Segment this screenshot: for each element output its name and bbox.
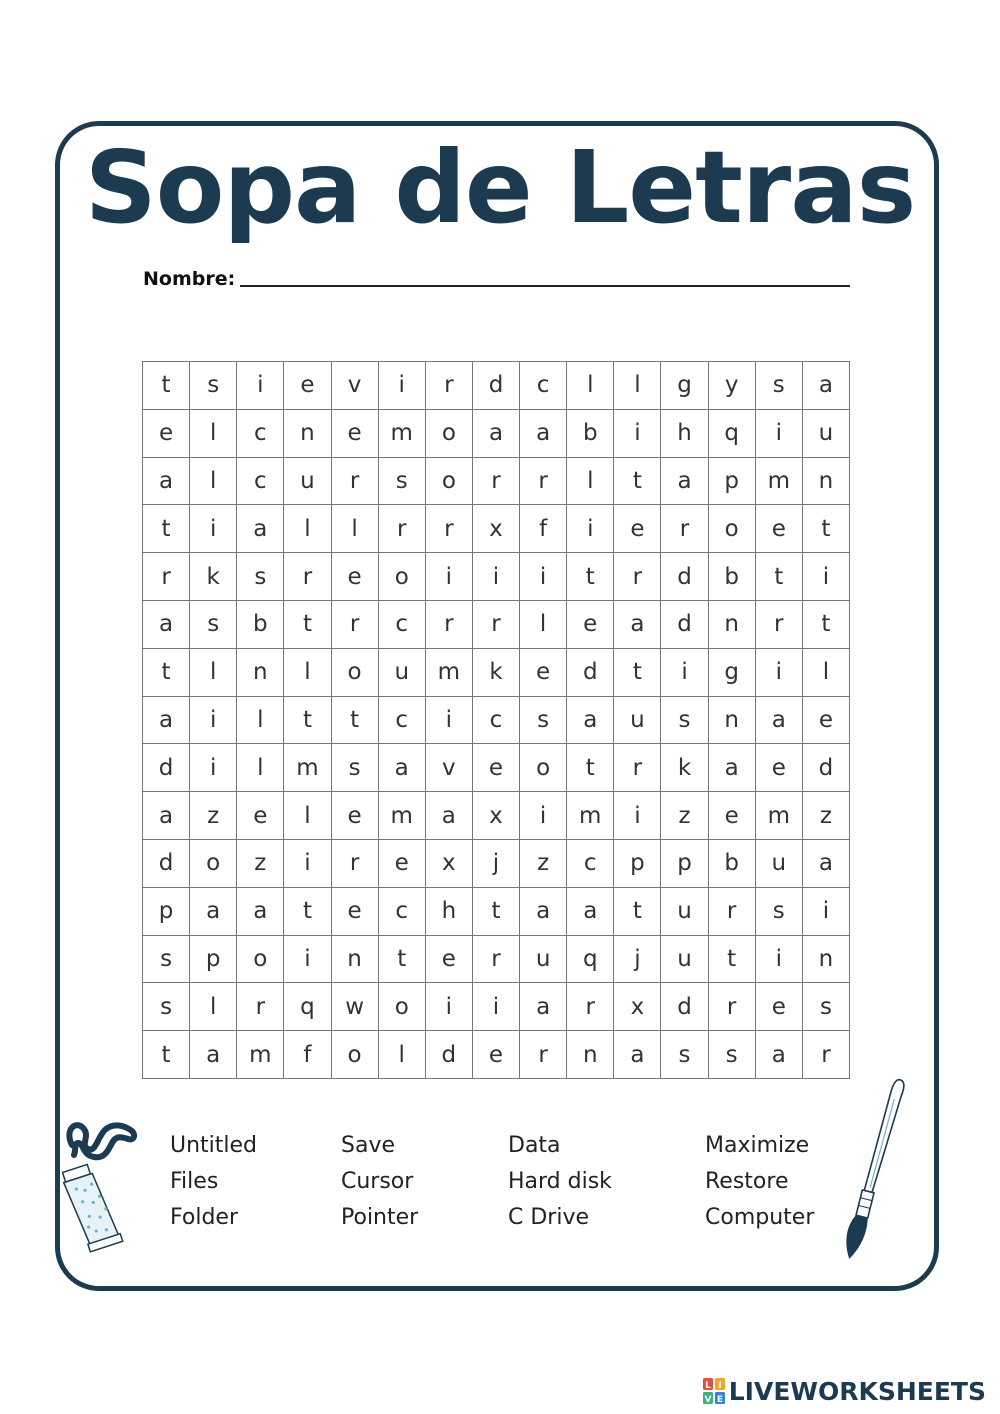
word-list-item: Folder: [170, 1205, 238, 1230]
grid-cell[interactable]: l: [190, 410, 237, 458]
badge-letter: E: [716, 1395, 723, 1404]
word-list-item: Save: [341, 1133, 396, 1158]
grid-cell[interactable]: r: [520, 458, 567, 506]
grid-cell[interactable]: i: [756, 410, 803, 458]
liveworksheets-brand-text: LIVEWORKSHEETS: [728, 1376, 986, 1406]
grid-cell[interactable]: e: [332, 792, 379, 840]
word-list-item: Restore: [705, 1169, 789, 1194]
grid-cell[interactable]: r: [379, 505, 426, 553]
grid-cell[interactable]: l: [379, 1031, 426, 1079]
grid-cell[interactable]: t: [614, 888, 661, 936]
grid-cell[interactable]: b: [709, 840, 756, 888]
grid-cell[interactable]: a: [803, 840, 850, 888]
word-list-item: Files: [170, 1169, 219, 1194]
grid-cell[interactable]: s: [143, 936, 190, 984]
grid-cell[interactable]: t: [284, 888, 331, 936]
grid-cell[interactable]: i: [803, 553, 850, 601]
grid-cell[interactable]: t: [803, 505, 850, 553]
grid-cell[interactable]: a: [803, 362, 850, 410]
grid-cell[interactable]: a: [614, 1031, 661, 1079]
grid-cell[interactable]: p: [614, 840, 661, 888]
grid-cell[interactable]: e: [473, 1031, 520, 1079]
grid-cell[interactable]: i: [803, 888, 850, 936]
grid-cell[interactable]: e: [473, 744, 520, 792]
word-list-item: Computer: [705, 1205, 815, 1230]
grid-cell[interactable]: m: [237, 1031, 284, 1079]
grid-cell[interactable]: i: [426, 553, 473, 601]
grid-cell[interactable]: s: [520, 697, 567, 745]
word-list-column: [170, 1128, 257, 1236]
liveworksheets-logo[interactable]: [703, 1374, 986, 1408]
grid-cell[interactable]: m: [284, 744, 331, 792]
grid-cell[interactable]: d: [567, 649, 614, 697]
grid-cell[interactable]: m: [379, 792, 426, 840]
grid-cell[interactable]: t: [143, 649, 190, 697]
grid-cell[interactable]: g: [661, 362, 708, 410]
grid-cell[interactable]: o: [426, 410, 473, 458]
word-list-item: Data: [508, 1133, 561, 1158]
grid-cell[interactable]: o: [237, 936, 284, 984]
grid-cell[interactable]: t: [473, 888, 520, 936]
grid-cell[interactable]: k: [190, 553, 237, 601]
grid-cell[interactable]: l: [567, 362, 614, 410]
grid-cell[interactable]: r: [426, 505, 473, 553]
grid-cell[interactable]: u: [284, 458, 331, 506]
grid-cell[interactable]: h: [426, 888, 473, 936]
word-search-grid: [142, 361, 850, 1079]
grid-cell[interactable]: e: [426, 936, 473, 984]
grid-cell[interactable]: n: [284, 410, 331, 458]
grid-cell[interactable]: a: [567, 697, 614, 745]
grid-cell[interactable]: v: [332, 362, 379, 410]
word-list-item: Maximize: [705, 1133, 810, 1158]
grid-cell[interactable]: t: [709, 936, 756, 984]
grid-cell[interactable]: r: [426, 601, 473, 649]
grid-cell[interactable]: r: [803, 1031, 850, 1079]
grid-cell[interactable]: r: [567, 983, 614, 1031]
grid-cell[interactable]: e: [756, 983, 803, 1031]
grid-cell[interactable]: r: [520, 1031, 567, 1079]
grid-cell[interactable]: r: [709, 888, 756, 936]
grid-cell[interactable]: a: [520, 410, 567, 458]
grid-cell[interactable]: s: [756, 362, 803, 410]
grid-cell[interactable]: i: [567, 505, 614, 553]
grid-cell[interactable]: c: [567, 840, 614, 888]
grid-cell[interactable]: b: [567, 410, 614, 458]
grid-cell[interactable]: a: [426, 792, 473, 840]
grid-cell[interactable]: d: [661, 601, 708, 649]
liveworksheets-badge-icon: [703, 1378, 725, 1404]
grid-cell[interactable]: o: [332, 649, 379, 697]
grid-cell[interactable]: l: [520, 601, 567, 649]
grid-cell[interactable]: o: [520, 744, 567, 792]
grid-cell[interactable]: a: [567, 888, 614, 936]
grid-cell[interactable]: i: [379, 362, 426, 410]
grid-cell[interactable]: i: [473, 983, 520, 1031]
grid-cell[interactable]: q: [567, 936, 614, 984]
grid-cell[interactable]: e: [332, 553, 379, 601]
grid-cell[interactable]: c: [237, 410, 284, 458]
name-input-line[interactable]: [240, 285, 850, 287]
grid-cell[interactable]: e: [332, 410, 379, 458]
grid-cell[interactable]: n: [567, 1031, 614, 1079]
grid-cell[interactable]: l: [284, 505, 331, 553]
grid-cell[interactable]: s: [190, 601, 237, 649]
grid-cell[interactable]: u: [379, 649, 426, 697]
grid-cell[interactable]: r: [756, 601, 803, 649]
grid-cell[interactable]: o: [379, 983, 426, 1031]
grid-cell[interactable]: d: [426, 1031, 473, 1079]
grid-cell[interactable]: t: [332, 697, 379, 745]
grid-cell[interactable]: p: [143, 888, 190, 936]
grid-cell[interactable]: n: [709, 601, 756, 649]
grid-cell[interactable]: i: [473, 553, 520, 601]
grid-cell[interactable]: l: [190, 649, 237, 697]
grid-cell[interactable]: i: [520, 792, 567, 840]
grid-cell[interactable]: m: [567, 792, 614, 840]
grid-cell[interactable]: c: [473, 697, 520, 745]
grid-cell[interactable]: c: [379, 697, 426, 745]
grid-cell[interactable]: r: [473, 458, 520, 506]
grid-cell[interactable]: m: [426, 649, 473, 697]
grid-cell[interactable]: t: [614, 649, 661, 697]
grid-cell[interactable]: e: [709, 792, 756, 840]
grid-cell[interactable]: e: [756, 505, 803, 553]
badge-letter: I: [718, 1381, 722, 1391]
grid-cell[interactable]: e: [614, 505, 661, 553]
grid-cell[interactable]: t: [567, 744, 614, 792]
grid-cell[interactable]: a: [614, 601, 661, 649]
grid-cell[interactable]: o: [426, 458, 473, 506]
grid-cell[interactable]: n: [332, 936, 379, 984]
grid-cell[interactable]: q: [284, 983, 331, 1031]
grid-cell[interactable]: e: [803, 697, 850, 745]
grid-cell[interactable]: d: [661, 553, 708, 601]
grid-cell[interactable]: h: [661, 410, 708, 458]
grid-cell[interactable]: a: [143, 697, 190, 745]
grid-cell[interactable]: n: [237, 649, 284, 697]
grid-cell[interactable]: a: [756, 697, 803, 745]
grid-cell[interactable]: a: [237, 888, 284, 936]
grid-cell[interactable]: l: [803, 649, 850, 697]
grid-cell[interactable]: j: [614, 936, 661, 984]
grid-cell[interactable]: d: [473, 362, 520, 410]
grid-cell[interactable]: r: [614, 744, 661, 792]
grid-cell[interactable]: e: [756, 744, 803, 792]
grid-cell[interactable]: r: [709, 983, 756, 1031]
grid-cell[interactable]: t: [614, 458, 661, 506]
grid-cell[interactable]: e: [379, 840, 426, 888]
grid-cell[interactable]: r: [332, 840, 379, 888]
grid-cell[interactable]: a: [756, 1031, 803, 1079]
grid-cell[interactable]: z: [190, 792, 237, 840]
word-list-item: Pointer: [341, 1205, 419, 1230]
grid-cell[interactable]: t: [379, 936, 426, 984]
grid-cell[interactable]: f: [284, 1031, 331, 1079]
grid-cell[interactable]: f: [520, 505, 567, 553]
paintbrush-icon: [833, 1072, 913, 1272]
grid-cell[interactable]: d: [803, 744, 850, 792]
grid-cell[interactable]: t: [143, 505, 190, 553]
grid-cell[interactable]: s: [332, 744, 379, 792]
grid-cell[interactable]: u: [661, 936, 708, 984]
word-list-item: Hard disk: [508, 1169, 612, 1194]
grid-cell[interactable]: a: [190, 888, 237, 936]
grid-cell[interactable]: l: [284, 649, 331, 697]
grid-cell[interactable]: i: [284, 936, 331, 984]
grid-cell[interactable]: r: [473, 936, 520, 984]
grid-cell[interactable]: e: [332, 888, 379, 936]
grid-cell[interactable]: g: [709, 649, 756, 697]
word-list-column: [508, 1128, 612, 1236]
grid-cell[interactable]: s: [709, 1031, 756, 1079]
name-label: Nombre:: [143, 268, 236, 290]
word-list-item: Cursor: [341, 1169, 414, 1194]
grid-cell[interactable]: a: [379, 744, 426, 792]
grid-cell[interactable]: a: [473, 410, 520, 458]
grid-cell[interactable]: r: [332, 458, 379, 506]
grid-cell[interactable]: l: [190, 983, 237, 1031]
grid-cell[interactable]: l: [567, 458, 614, 506]
grid-cell[interactable]: k: [473, 649, 520, 697]
grid-cell[interactable]: s: [143, 983, 190, 1031]
grid-cell[interactable]: i: [284, 840, 331, 888]
grid-cell[interactable]: r: [661, 505, 708, 553]
grid-cell[interactable]: w: [332, 983, 379, 1031]
grid-cell[interactable]: n: [709, 697, 756, 745]
grid-cell[interactable]: s: [661, 1031, 708, 1079]
grid-cell[interactable]: c: [379, 601, 426, 649]
grid-cell[interactable]: t: [756, 553, 803, 601]
grid-cell[interactable]: z: [520, 840, 567, 888]
grid-cell[interactable]: o: [190, 840, 237, 888]
word-list-column: [341, 1128, 418, 1236]
word-list-item: C Drive: [508, 1205, 590, 1230]
grid-cell[interactable]: a: [143, 458, 190, 506]
grid-cell[interactable]: l: [284, 792, 331, 840]
grid-cell[interactable]: q: [709, 410, 756, 458]
word-list-item: Untitled: [170, 1133, 258, 1158]
badge-letter: V: [704, 1395, 712, 1404]
grid-cell[interactable]: i: [190, 744, 237, 792]
grid-cell[interactable]: n: [803, 458, 850, 506]
grid-cell[interactable]: o: [332, 1031, 379, 1079]
grid-cell[interactable]: z: [803, 792, 850, 840]
grid-cell[interactable]: s: [190, 362, 237, 410]
word-list-column: [705, 1128, 814, 1236]
grid-cell[interactable]: i: [426, 697, 473, 745]
grid-cell[interactable]: a: [237, 505, 284, 553]
grid-cell[interactable]: o: [379, 553, 426, 601]
grid-cell[interactable]: x: [473, 505, 520, 553]
grid-cell[interactable]: m: [379, 410, 426, 458]
grid-cell[interactable]: l: [237, 744, 284, 792]
grid-cell[interactable]: r: [426, 362, 473, 410]
grid-cell[interactable]: x: [426, 840, 473, 888]
grid-cell[interactable]: o: [709, 505, 756, 553]
grid-cell[interactable]: u: [614, 697, 661, 745]
grid-cell[interactable]: a: [190, 1031, 237, 1079]
page-title: Sopa de Letras: [84, 129, 916, 246]
grid-cell[interactable]: a: [520, 888, 567, 936]
grid-cell[interactable]: i: [614, 410, 661, 458]
grid-cell[interactable]: i: [190, 505, 237, 553]
grid-cell[interactable]: z: [661, 792, 708, 840]
grid-cell[interactable]: t: [567, 553, 614, 601]
grid-cell[interactable]: x: [473, 792, 520, 840]
grid-cell[interactable]: m: [756, 792, 803, 840]
grid-cell[interactable]: t: [143, 1031, 190, 1079]
grid-cell[interactable]: i: [237, 362, 284, 410]
grid-cell[interactable]: s: [756, 888, 803, 936]
word-list: [170, 1128, 850, 1238]
grid-cell[interactable]: d: [143, 840, 190, 888]
grid-cell[interactable]: e: [143, 410, 190, 458]
grid-cell[interactable]: k: [661, 744, 708, 792]
grid-cell[interactable]: m: [756, 458, 803, 506]
grid-cell[interactable]: i: [614, 792, 661, 840]
grid-cell[interactable]: r: [332, 601, 379, 649]
grid-cell[interactable]: e: [237, 792, 284, 840]
grid-cell[interactable]: d: [143, 744, 190, 792]
grid-cell[interactable]: b: [709, 553, 756, 601]
grid-cell[interactable]: i: [190, 697, 237, 745]
badge-letter: L: [704, 1381, 711, 1391]
grid-cell[interactable]: a: [520, 983, 567, 1031]
grid-cell[interactable]: t: [284, 601, 331, 649]
grid-cell[interactable]: r: [614, 553, 661, 601]
grid-cell[interactable]: e: [567, 601, 614, 649]
grid-cell[interactable]: l: [237, 697, 284, 745]
grid-cell[interactable]: e: [520, 649, 567, 697]
grid-cell[interactable]: p: [709, 458, 756, 506]
grid-cell[interactable]: i: [756, 936, 803, 984]
grid-cell[interactable]: u: [756, 840, 803, 888]
grid-cell[interactable]: t: [143, 362, 190, 410]
grid-cell[interactable]: a: [709, 744, 756, 792]
grid-cell[interactable]: r: [473, 601, 520, 649]
grid-cell[interactable]: i: [756, 649, 803, 697]
grid-cell[interactable]: l: [614, 362, 661, 410]
grid-cell[interactable]: z: [237, 840, 284, 888]
grid-cell[interactable]: t: [284, 697, 331, 745]
grid-cell[interactable]: i: [520, 553, 567, 601]
grid-cell[interactable]: l: [332, 505, 379, 553]
grid-cell[interactable]: l: [190, 458, 237, 506]
grid-cell[interactable]: p: [190, 936, 237, 984]
grid-cell[interactable]: c: [237, 458, 284, 506]
grid-cell[interactable]: a: [143, 601, 190, 649]
grid-cell[interactable]: s: [379, 458, 426, 506]
grid-cell[interactable]: c: [379, 888, 426, 936]
grid-cell[interactable]: a: [661, 458, 708, 506]
grid-cell[interactable]: r: [237, 983, 284, 1031]
grid-cell[interactable]: s: [237, 553, 284, 601]
grid-cell[interactable]: p: [661, 840, 708, 888]
grid-cell[interactable]: j: [473, 840, 520, 888]
grid-cell[interactable]: n: [803, 936, 850, 984]
grid-cell[interactable]: s: [803, 983, 850, 1031]
paint-tube-icon: [62, 1115, 142, 1255]
grid-cell[interactable]: y: [709, 362, 756, 410]
grid-cell[interactable]: u: [520, 936, 567, 984]
grid-cell[interactable]: i: [661, 649, 708, 697]
grid-cell[interactable]: s: [661, 697, 708, 745]
grid-cell[interactable]: b: [237, 601, 284, 649]
grid-cell[interactable]: i: [426, 983, 473, 1031]
grid-cell[interactable]: x: [614, 983, 661, 1031]
grid-cell[interactable]: t: [803, 601, 850, 649]
grid-cell[interactable]: u: [803, 410, 850, 458]
grid-cell[interactable]: r: [143, 553, 190, 601]
grid-cell[interactable]: a: [143, 792, 190, 840]
grid-cell[interactable]: e: [284, 362, 331, 410]
grid-cell[interactable]: v: [426, 744, 473, 792]
grid-cell[interactable]: u: [661, 888, 708, 936]
grid-cell[interactable]: c: [520, 362, 567, 410]
grid-cell[interactable]: d: [661, 983, 708, 1031]
grid-cell[interactable]: r: [284, 553, 331, 601]
